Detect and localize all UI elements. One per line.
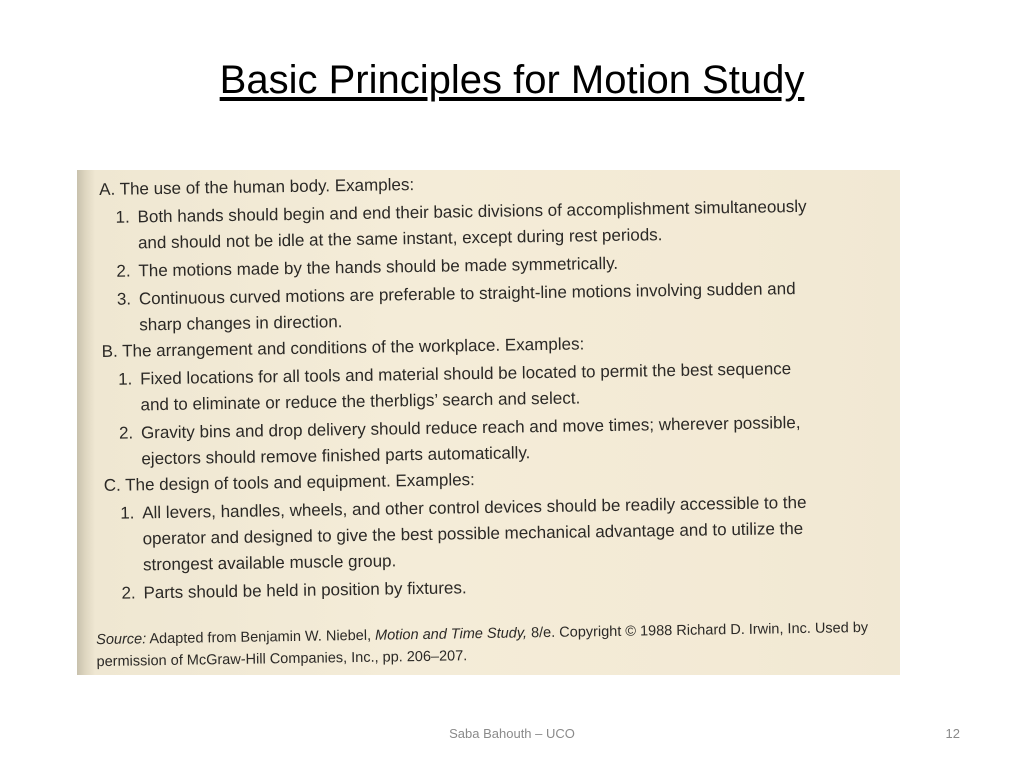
slide-page-number: 12 — [945, 726, 960, 741]
item-a3-line2: sharp changes in direction. — [139, 312, 343, 335]
scanned-text-block — [77, 170, 900, 675]
source-text-pre: Adapted from Benjamin W. Niebel, — [146, 627, 376, 648]
item-b2-line2: ejectors should remove finished parts automatically. — [141, 443, 531, 469]
item-b1-line1: Fixed locations for all tools and material should be located to permit the best sequence — [139, 359, 792, 389]
item-b1-line2: and to eliminate or reduce the therbligs’ search and select. — [140, 388, 581, 415]
section-c-heading: C. The design of tools and equipment. Examples: — [103, 470, 475, 495]
source-text-post: 8/e. Copyright © 1988 Richard D. Irwin, Inc. Used by — [526, 619, 869, 642]
item-b2-line1: Gravity bins and drop delivery should reduce reach and move times; wherever possible, — [140, 412, 801, 443]
item-c1-line2: operator and designed to give the best possible mechanical advantage and to utilize the — [142, 518, 804, 549]
item-a1-line2: and should not be idle at the same instant, except during rest periods. — [137, 225, 663, 253]
item-c1-line1: All levers, handles, wheels, and other control devices should be readily accessible to the — [142, 492, 807, 523]
source-book-title: Motion and Time Study, — [374, 625, 528, 644]
item-a2-number: 2. — [116, 261, 131, 281]
scanned-textbook-image — [77, 170, 900, 675]
source-line-1 — [96, 620, 868, 648]
item-c2-line1: Parts should be held in position by fixtures. — [143, 578, 467, 603]
item-a3-number: 3. — [116, 289, 132, 309]
source-label: Source: — [96, 631, 147, 649]
item-c2-number: 2. — [121, 583, 136, 603]
section-b-heading: B. The arrangement and conditions of the workplace. Examples: — [101, 334, 585, 361]
item-a1-number: 1. — [115, 207, 130, 227]
slide-footer: Saba Bahouth – UCO — [449, 726, 575, 741]
slide-title: Basic Principles for Motion Study — [219, 58, 805, 102]
item-c1-line3: strongest available muscle group. — [142, 551, 397, 575]
item-c1-number: 1. — [120, 503, 135, 523]
item-a1-line1: Both hands should begin and end their basic divisions of accomplishment simultaneously — [137, 196, 807, 227]
item-b2-number: 2. — [118, 423, 134, 443]
section-a-heading: A. The use of the human body. Examples: — [98, 175, 415, 199]
item-a2-line1: The motions made by the hands should be made symmetrically. — [138, 253, 619, 281]
item-b1-number: 1. — [117, 369, 133, 389]
source-line-2: permission of McGraw-Hill Companies, Inc., pp. 206–207. — [96, 648, 468, 671]
item-a3-line1: Continuous curved motions are preferable to straight-line motions involving sudden and — [138, 279, 796, 309]
